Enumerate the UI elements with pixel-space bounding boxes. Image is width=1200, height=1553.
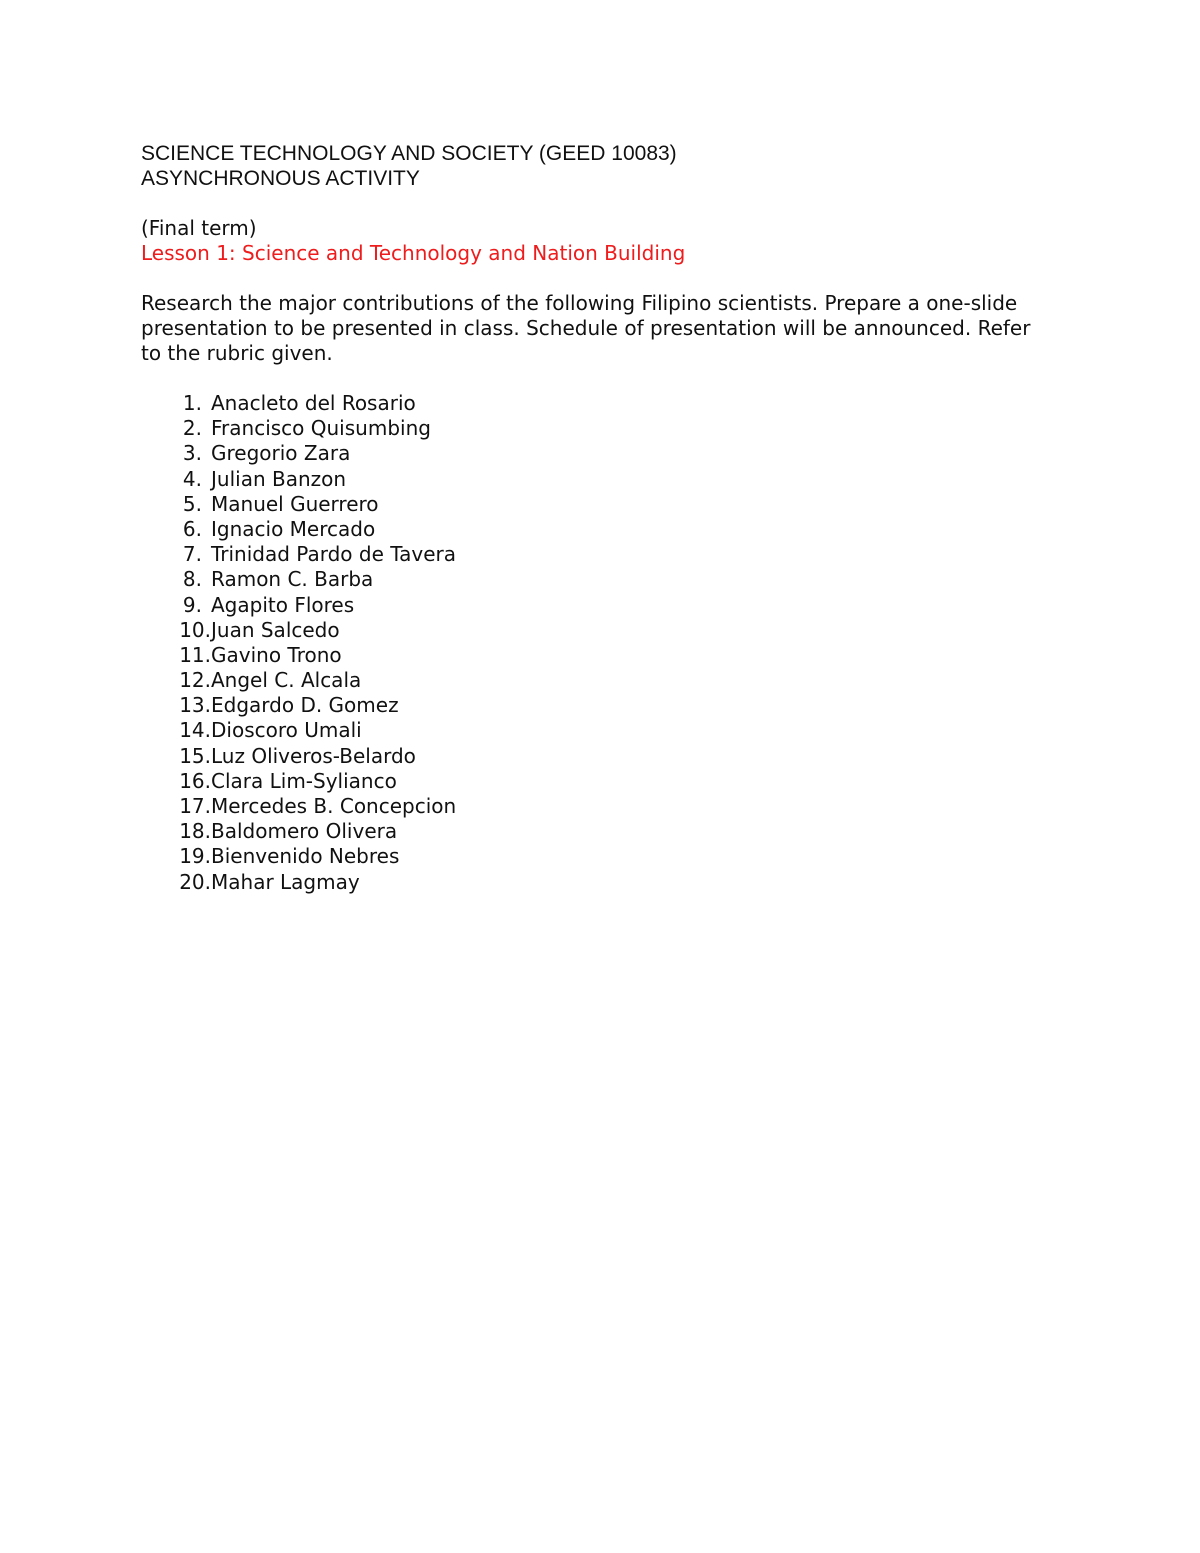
list-item-name: Bienvenido Nebres [211, 844, 400, 869]
list-item-number: 15. [179, 743, 211, 768]
list-item-name: Ramon C. Barba [211, 567, 374, 592]
term-label: (Final term) [141, 216, 257, 240]
list-item-number: 11. [179, 642, 211, 667]
list-item-name: Dioscoro Umali [211, 718, 362, 743]
list-item [141, 517, 1061, 542]
list-item [141, 416, 1061, 441]
course-title: SCIENCE TECHNOLOGY AND SOCIETY (GEED 10083) [141, 142, 677, 165]
list-item [141, 718, 1061, 743]
activity-type: ASYNCHRONOUS ACTIVITY [141, 167, 420, 190]
list-item-name: Gavino Trono [211, 642, 342, 667]
list-item-name: Baldomero Olivera [211, 819, 398, 844]
list-item-number: 5. [182, 491, 202, 516]
list-item-number: 10. [179, 617, 211, 642]
list-item-number: 18. [179, 819, 211, 844]
list-item-number: 20. [179, 869, 211, 894]
list-item [141, 492, 1061, 517]
list-item-name: Edgardo D. Gomez [211, 693, 399, 718]
list-item-name: Francisco Quisumbing [211, 416, 431, 441]
list-item-number: 14. [179, 718, 211, 743]
list-item-number: 19. [179, 844, 211, 869]
list-item-number: 16. [179, 768, 211, 793]
list-item [141, 693, 1061, 718]
list-item [141, 441, 1061, 466]
list-item [141, 769, 1061, 794]
list-item [141, 819, 1061, 844]
spacer [141, 191, 1061, 216]
list-item-number: 8. [182, 567, 202, 592]
list-item-number: 6. [182, 516, 202, 541]
list-item [141, 794, 1061, 819]
list-item-name: Anacleto del Rosario [211, 391, 416, 415]
list-item-number: 9. [182, 592, 202, 617]
list-item-name: Luz Oliveros-Belardo [211, 743, 416, 768]
list-item [141, 593, 1061, 618]
list-item [141, 668, 1061, 693]
list-item [141, 744, 1061, 769]
list-item [141, 542, 1061, 567]
list-item-name: Manuel Guerrero [211, 491, 379, 516]
list-item [141, 844, 1061, 869]
list-item-name: Trinidad Pardo de Tavera [211, 542, 457, 567]
list-item-name: Ignacio Mercado [211, 516, 376, 541]
spacer [141, 266, 1061, 291]
lesson-title: Lesson 1: Science and Technology and Nation Building [141, 241, 686, 265]
list-item [141, 618, 1061, 643]
list-item-number: 4. [182, 466, 202, 491]
list-item-number: 7. [182, 542, 202, 567]
list-item-name: Angel C. Alcala [211, 668, 362, 693]
list-item-name: Juan Salcedo [211, 617, 340, 642]
list-item-number: 1. [182, 391, 202, 415]
list-item-name: Agapito Flores [211, 592, 355, 617]
list-item-name: Gregorio Zara [211, 441, 351, 466]
list-item-name: Mercedes B. Concepcion [211, 794, 457, 818]
list-item [141, 643, 1061, 668]
list-item [141, 870, 1061, 895]
list-item-number: 2. [182, 416, 202, 441]
list-item [141, 567, 1061, 592]
list-item-number: 3. [182, 441, 202, 466]
scientist-list [141, 391, 1061, 895]
list-item-name: Clara Lim-Sylianco [211, 768, 397, 793]
list-item-name: Mahar Lagmay [211, 869, 360, 894]
instructions-paragraph: Research the major contributions of the following Filipino scientists. Prepare a one-slide presentation to be presented in class. Schedule of presentation will be announced. Refer to the rubric given. [141, 291, 1031, 365]
spacer [141, 366, 1061, 391]
list-item-name: Julian Banzon [211, 466, 347, 491]
list-item-number: 17. [179, 794, 211, 818]
document-page [141, 141, 1061, 895]
list-item [141, 467, 1061, 492]
list-item [141, 391, 1061, 416]
list-item-number: 12. [179, 668, 211, 693]
list-item-number: 13. [179, 693, 211, 718]
